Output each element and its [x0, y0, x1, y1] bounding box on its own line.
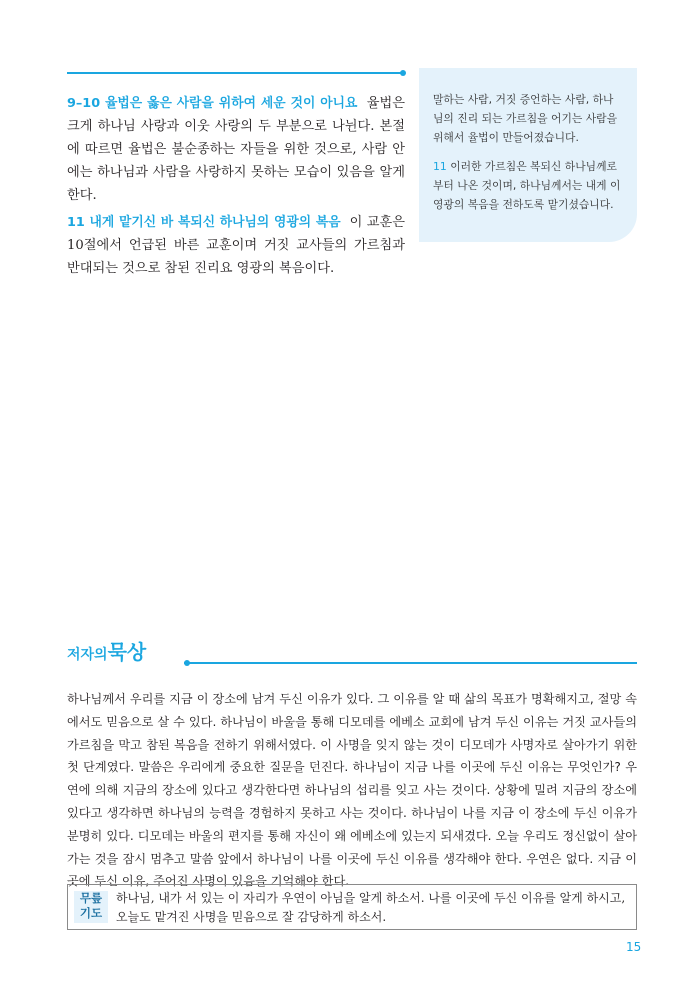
page-number: 15 [626, 940, 642, 954]
translation-paragraph [433, 157, 623, 214]
commentary [67, 92, 405, 284]
translation-paragraph: 말하는 사람, 거짓 증언하는 사람, 하나님의 진리 되는 가르침을 어기는 사람을 위해서 율법이 만들어졌습니다. [433, 93, 618, 144]
meditation-text: 하나님께서 우리를 지금 이 장소에 남겨 두신 이유가 있다. 그 이유를 알 때 삶의 목표가 명확해지고, 절망 속에서도 믿음으로 살 수 있다. 하나님이 바울을 통해 디모데를 에베소 교회에 남겨 두신 이유는 거짓 교사들의 가르침을 막고 참된 복음을 전하기 위해서였다. 이 사명을 잊지 않는 것이 디모데가 사명자로 살아가기 위한 첫 단계였다. 말씀은 우리에게 중요한 질문을 던진다. 하나님이 지금 나를 이곳에 두신 이유는 무엇인가? 우연에 의해 지금의 장소에 있다고 생각한다면 하나님의 섭리를 잊고 사는 것이다. 상황에 밀려 지금의 장소에 있다고 생각하면 하나님의 능력을 경험하지 못하고 사는 것이다. 하나님이 나를 지금 이 장소에 두신 이유가 분명히 있다. 디모데는 바울의 편지를 통해 자신이 왜 에베소에 있는지 되새겼다. 오늘 우리도 정신없이 살아가는 것을 잠시 멈추고 말씀 앞에서 하나님이 나를 이곳에 두신 이유를 생각해야 한다. 우연은 없다. 지금 이곳에 두신 이유, 주어진 사명이 있음을 기억해야 한다. [67, 692, 637, 889]
meditation-header [67, 634, 637, 668]
prayer-text: 하나님, 내가 서 있는 이 자리가 우연이 아님을 알게 하소서. 나를 이곳에 두신 이유를 알게 하시고, 오늘도 맡겨진 사명을 믿음으로 잘 감당하게 하소서. [116, 891, 626, 924]
meditation-title-small: 저자의 [67, 647, 108, 663]
translation-text: 이러한 가르침은 복되신 하나님께로부터 나온 것이며, 하나님께서는 내게 이 영광의 복음을 전하도록 맡기셨습니다. [433, 160, 621, 211]
meditation-rule [184, 662, 637, 664]
translation-box [419, 68, 637, 242]
meditation-title [67, 636, 146, 665]
prayer-label-line: 기도 [79, 906, 103, 920]
commentary-paragraph [67, 211, 405, 280]
verse-heading: 9–10 율법은 옳은 사람을 위하여 세운 것이 아니요 [67, 96, 358, 111]
commentary-text: 율법은 크게 하나님 사랑과 이웃 사랑의 두 부분으로 나뉜다. 본절에 따르면 율법은 불순종하는 자들을 위한 것으로, 사람 안에는 하나님과 사람을 사랑하지 못하는 모습이 있음을 알게 한다. [67, 96, 405, 203]
prayer-box [67, 884, 637, 930]
meditation-body [67, 688, 637, 893]
meditation-title-big: 묵상 [107, 640, 147, 664]
verse-heading: 11 내게 맡기신 바 복되신 하나님의 영광의 복음 [67, 215, 341, 230]
commentary-text: 이 교훈은 10절에서 언급된 바른 교훈이며 거짓 교사들의 가르침과 반대되는 것으로 참된 진리요 영광의 복음이다. [67, 215, 406, 276]
verse-number: 11 [433, 160, 447, 173]
prayer-label-line: 무릎 [79, 891, 103, 905]
prayer-label [74, 891, 108, 923]
top-rule [67, 72, 403, 74]
commentary-paragraph [67, 92, 405, 207]
